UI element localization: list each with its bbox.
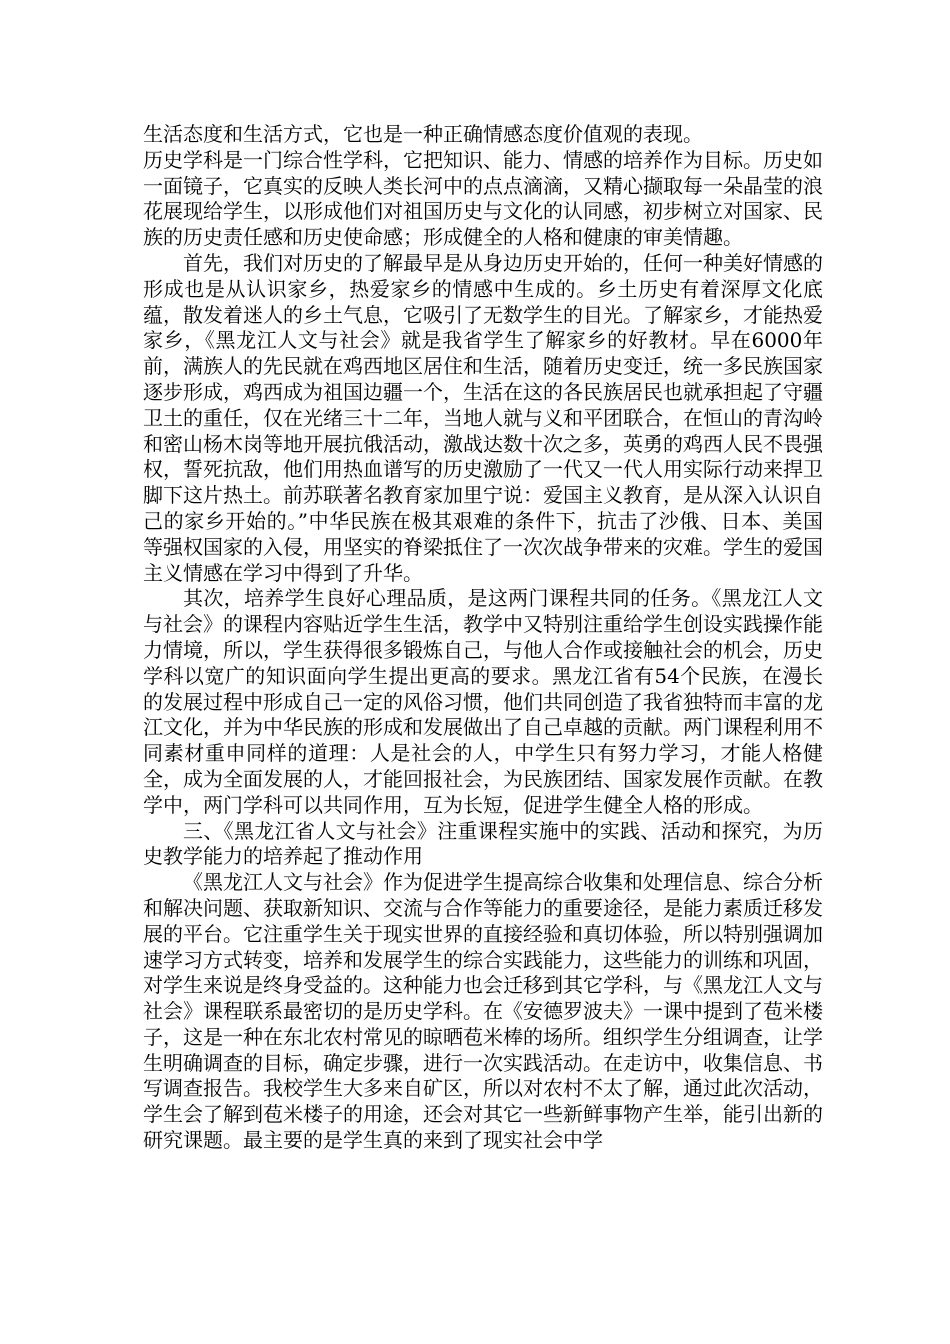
document-body (143, 122, 823, 1154)
paragraph-first-hometown: 首先，我们对历史的了解最早是从身边历史开始的，任何一种美好情感的形成也是从认识家乡，热爱家乡的情感中生成的。乡土历史有着深厚文化底蕴，散发着迷人的乡土气息，它吸引了无数学生的目光。了解家乡，才能热爱家乡，《黑龙江人文与社会》就是我省学生了解家乡的好教材。早在6000年前，满族人的先民就在鸡西地区居住和生活，随着历史变迁，统一多民族国家逐步形成，鸡西成为祖国边疆一个，生活在这的各民族居民也就承担起了守疆卫土的重任，仅在光绪三十二年，当地人就与义和平团联合，在恒山的青沟岭和密山杨木岗等地开展抗俄活动，激战达数十次之多，英勇的鸡西人民不畏强权，誓死抗敌，他们用热血谱写的历史激励了一代又一代人用实际行动来捍卫脚下这片热土。前苏联著名教育家加里宁说：爱国主义教育，是从深入认识自己的家乡开始的。”中华民族在极其艰难的条件下，抗击了沙俄、日本、美国等强权国家的入侵，用坚实的脊梁抵住了一次次战争带来的灾难。学生的爱国主义情感在学习中得到了升华。 (143, 250, 823, 585)
paragraph-attitude-conclusion: 生活态度和生活方式，它也是一种正确情感态度价值观的表现。 (143, 122, 703, 146)
paragraph-practice-ability: 《黑龙江人文与社会》作为促进学生提高综合收集和处理信息、综合分析和解决问题、获取新知识、交流与合作等能力的重要途径，是能力素质迁移发展的平台。它注重学生关于现实世界的直接经验和真切体验，所以特别强调加速学习方式转变，培养和发展学生的综合实践能力，这些能力的训练和巩固，对学生来说是终身受益的。这种能力也会迁移到其它学科，与《黑龙江人文与社会》课程联系最密切的是历史学科。在《安德罗波夫》一课中提到了苞米楼子，这是一种在东北农村常见的晾晒苞米棒的场所。组织学生分组调查，让学生明确调查的目标，确定步骤，进行一次实践活动。在走访中，收集信息、书写调查报告。我校学生大多来自矿区，所以对农村不太了解，通过此次活动，学生会了解到苞米楼子的用途，还会对其它一些新鲜事物产生举，能引出新的研究课题。最主要的是学生真的来到了现实社会中学 (143, 870, 823, 1153)
paragraph-second-psychology: 其次，培养学生良好心理品质，是这两门课程共同的任务。《黑龙江人文与社会》的课程内容贴近学生生活，教学中又特别注重给学生创设实践操作能力情境，所以，学生获得很多锻炼自己，与他人合作或接触社会的机会，历史学科以宽广的知识面向学生提出更高的要求。黑龙江省有54个民族，在漫长的发展过程中形成自己一定的风俗习惯，他们共同创造了我省独特而丰富的龙江文化，并为中华民族的形成和发展做出了自己卓越的贡献。两门课程利用不同素材重申同样的道理：人是社会的人，中学生只有努力学习，才能人格健全，成为全面发展的人，才能回报社会，为民族团结、国家发展作贡献。在教学中，两门学科可以共同作用，互为长短，促进学生健全人格的形成。 (143, 586, 823, 817)
paragraph-history-subject: 历史学科是一门综合性学科，它把知识、能力、情感的培养作为目标。历史如一面镜子，它真实的反映人类长河中的点点滴滴，又精心撷取每一朵晶莹的浪花展现给学生，以形成他们对祖国历史与文化的认同感，初步树立对国家、民族的历史责任感和历史使命感；形成健全的人格和健康的审美情趣。 (143, 147, 823, 250)
section-heading-three: 三、《黑龙江省人文与社会》注重课程实施中的实践、活动和探究，为历史教学能力的培养起了推动作用 (143, 818, 823, 869)
